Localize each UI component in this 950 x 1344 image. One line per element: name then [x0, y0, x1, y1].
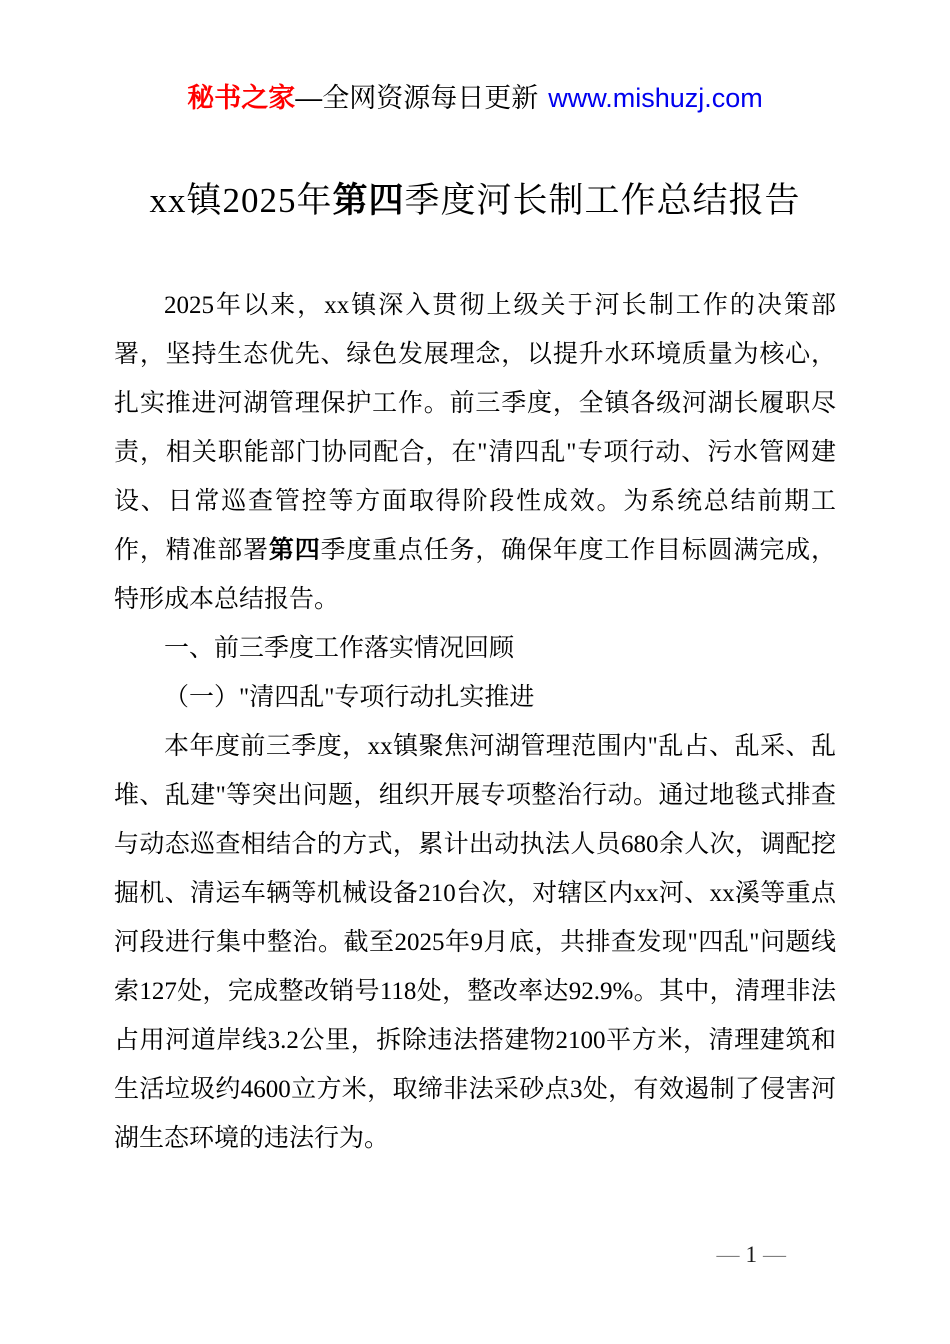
brand-text: 秘书之家 — [187, 83, 296, 113]
site-url-link[interactable]: www.mishuzj.com — [548, 83, 763, 113]
paragraph-cleanup: 本年度前三季度，xx镇聚焦河湖管理范围内"乱占、乱采、乱堆、乱建"等突出问题，组织开展专项整治行动。通过地毯式排查与动态巡查相结合的方式，累计出动执法人员680余人次，调配挖掘机、清运车辆等机械设备210台次，对辖区内xx河、xx溪等重点河段进行集中整治。截至2025年9月底，共排查发现"四乱"问题线索127处，完成整改销号118处，整改率达92.9%。其中，清理非法占用河道岸线3.2公里，拆除违法搭建物2100平方米，清理建筑和生活垃圾约4600立方米，取缔非法采砂点3处，有效遏制了侵害河湖生态环境的违法行为。 — [114, 733, 836, 1152]
footer-dash-right: — — [763, 1242, 786, 1267]
paragraph-intro — [114, 281, 836, 624]
intro-pre: 2025年以来，xx镇深入贯彻上级关于河长制工作的决策部署，坚持生态优先、绿色发展理念，以提升水环境质量为核心，扎实推进河湖管理保护工作。前三季度，全镇各级河湖长履职尽责，相关职能部门协同配合，在"清四乱"专项行动、污水管网建设、日常巡查管控等方面取得阶段性成效。为系统总结前期工作，精准部署 — [114, 292, 836, 564]
intro-post: 季度重点任务，确保年度工作目标圆满完成，特形成本总结报告。 — [114, 537, 836, 613]
header-tagline: —全网资源每日更新 — [295, 83, 539, 113]
intro-emphasis: 第四 — [268, 537, 321, 564]
section-heading: 一、前三季度工作落实情况回顾 — [164, 635, 515, 662]
document-title — [40, 178, 910, 224]
site-header — [0, 0, 950, 116]
page-footer — [711, 1242, 793, 1268]
footer-dash-left: — — [716, 1242, 740, 1267]
title-post: 季度河长制工作总结报告 — [404, 181, 801, 220]
title-pre: xx镇2025年 — [149, 181, 333, 220]
page-number: 1 — [745, 1242, 757, 1267]
subsection-heading: （一）"清四乱"专项行动扎实推进 — [164, 684, 535, 711]
title-emphasis: 第四 — [332, 181, 405, 220]
document-body — [114, 281, 836, 1163]
